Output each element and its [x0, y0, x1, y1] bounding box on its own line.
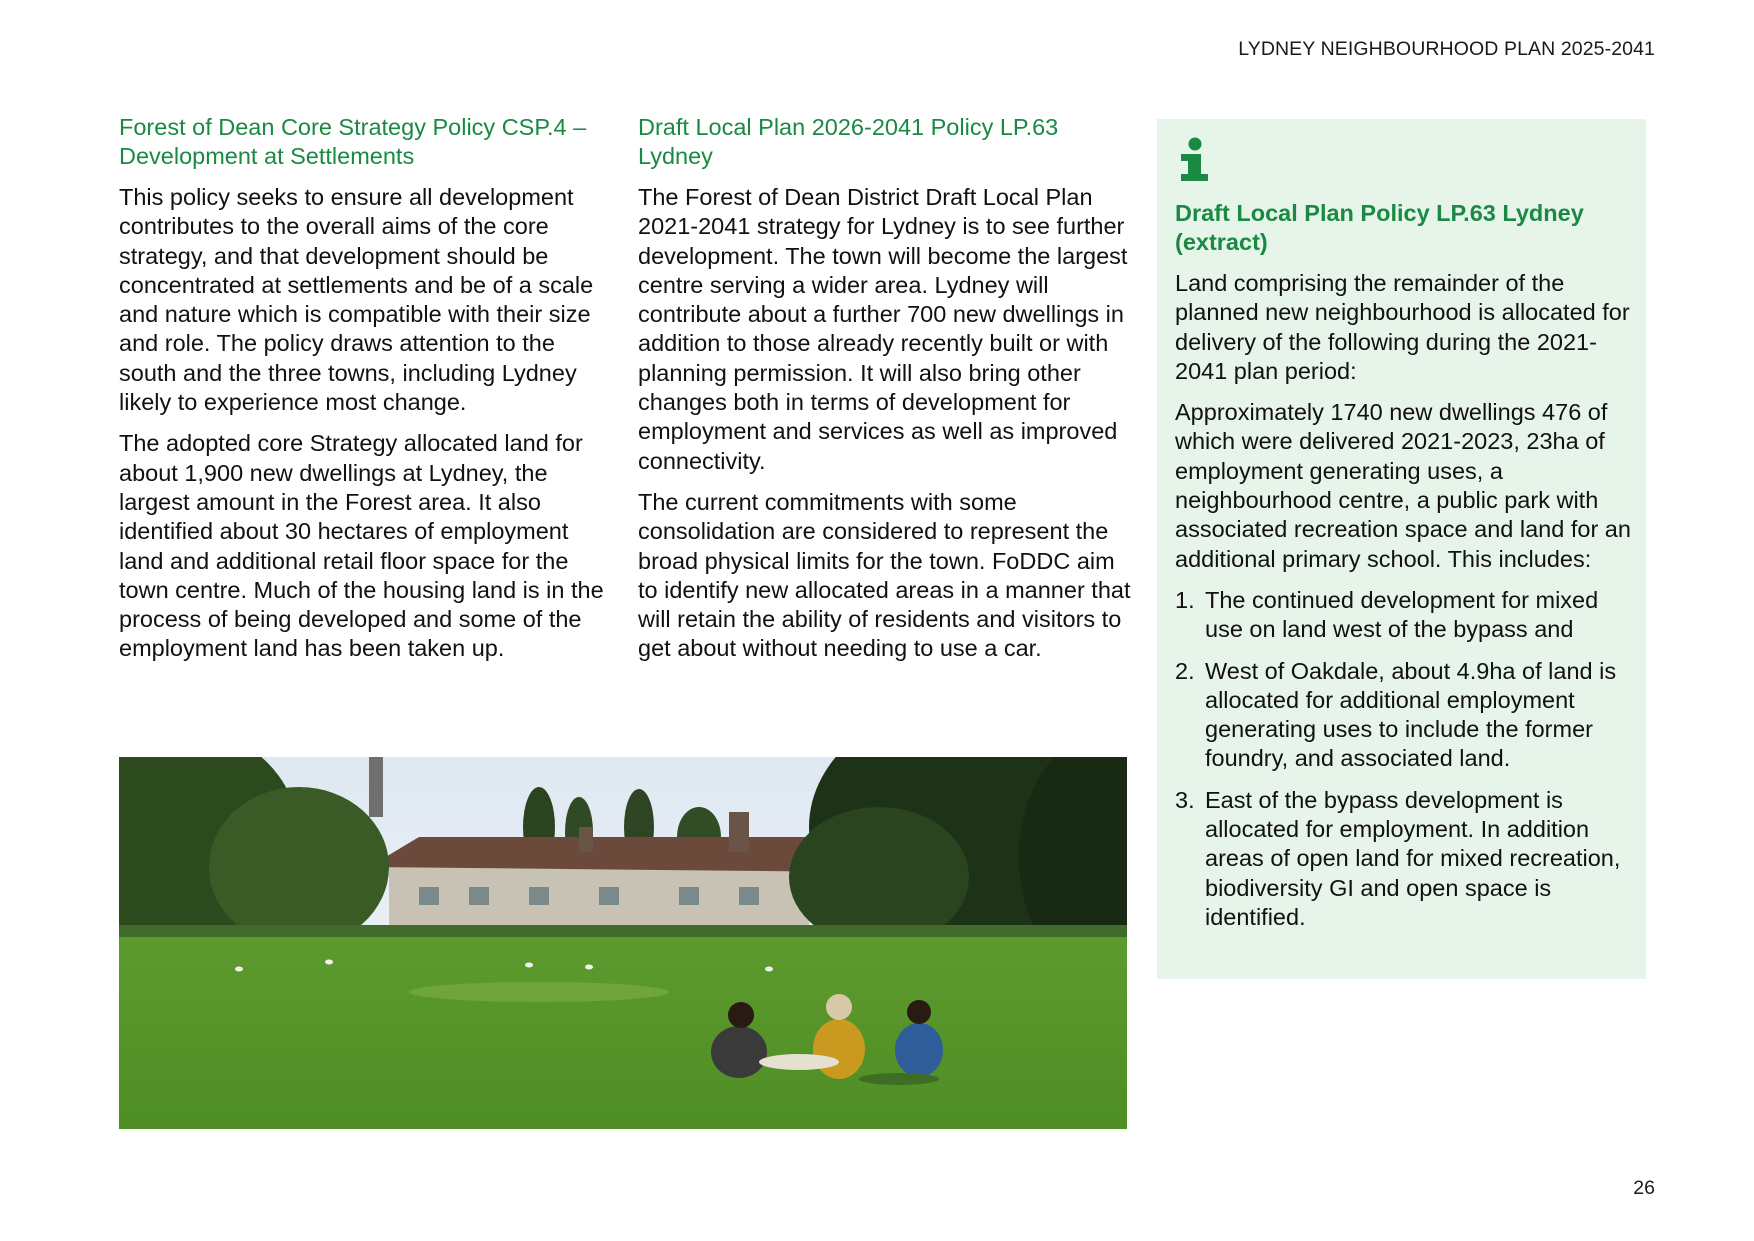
page-number: 26 — [1633, 1177, 1655, 1199]
list-item-number: 3. — [1175, 786, 1195, 813]
info-box-lp63-extract — [1157, 119, 1646, 979]
park-photo-illustration — [119, 757, 1127, 1129]
list-item — [1175, 586, 1632, 645]
list-item-number: 2. — [1175, 657, 1195, 684]
running-header: LYDNEY NEIGHBOURHOOD PLAN 2025-2041 — [1238, 38, 1655, 60]
list-item-text: East of the bypass development is allocated for employment. In addition areas of open land for mixed recreation, biodiversity GI and open space is identified. — [1205, 786, 1621, 930]
paragraph: The Forest of Dean District Draft Local Plan 2021-2041 strategy for Lydney is to see further development. The town will become the largest centre serving a wider area. Lydney will contribute about a further 700 new dwellings in addition to those already recently built or with planning permission. It will also bring other changes both in terms of development for employment and services as well as improved connectivity. — [638, 184, 1128, 474]
column-draft-local-plan — [638, 113, 1138, 676]
park-photo — [119, 757, 1127, 1129]
list-item-number: 1. — [1175, 586, 1195, 613]
column-core-strategy — [119, 113, 617, 676]
info-box-list — [1175, 586, 1632, 932]
list-item-text: West of Oakdale, about 4.9ha of land is allocated for additional employment generating uses to include the former foundry, and associated land. — [1205, 657, 1617, 772]
list-item — [1175, 786, 1632, 932]
section-heading-lp63: Draft Local Plan 2026-2041 Policy LP.63 Lydney — [638, 114, 1059, 169]
list-item-text: The continued development for mixed use on land west of the bypass and — [1205, 586, 1599, 643]
paragraph: This policy seeks to ensure all development contributes to the overall aims of the core strategy, and that development should be concentrated at settlements and be of a scale and nature which is compatible with their size and role. The policy draws attention to the south and the three towns, including Lydney likely to experience most change. — [119, 184, 594, 416]
paragraph: The adopted core Strategy allocated land for about 1,900 new dwellings at Lydney, the largest amount in the Forest area. It also identified about 30 hectares of employment land and additional retail floor space for the town centre. Much of the housing land is in the process of being developed and some of the employment land has been taken up. — [119, 430, 604, 662]
info-box-heading: Draft Local Plan Policy LP.63 Lydney (extract) — [1175, 200, 1584, 255]
info-icon — [1175, 137, 1217, 183]
info-box-paragraph: Approximately 1740 new dwellings 476 of which were delivered 2021-2023, 23ha of employment generating uses, a neighbourhood centre, a public park with associated recreation space and land for an additional primary school. This includes: — [1175, 399, 1631, 572]
list-item — [1175, 657, 1632, 774]
info-box-paragraph: Land comprising the remainder of the planned new neighbourhood is allocated for delivery of the following during the 2021-2041 plan period: — [1175, 270, 1630, 384]
section-heading-csp4: Forest of Dean Core Strategy Policy CSP.4 – Development at Settlements — [119, 114, 587, 169]
paragraph: The current commitments with some consolidation are considered to represent the broad physical limits for the town. FoDDC aim to identify new allocated areas in a manner that will retain the ability of residents and visitors to get about without needing to use a car. — [638, 488, 1131, 662]
